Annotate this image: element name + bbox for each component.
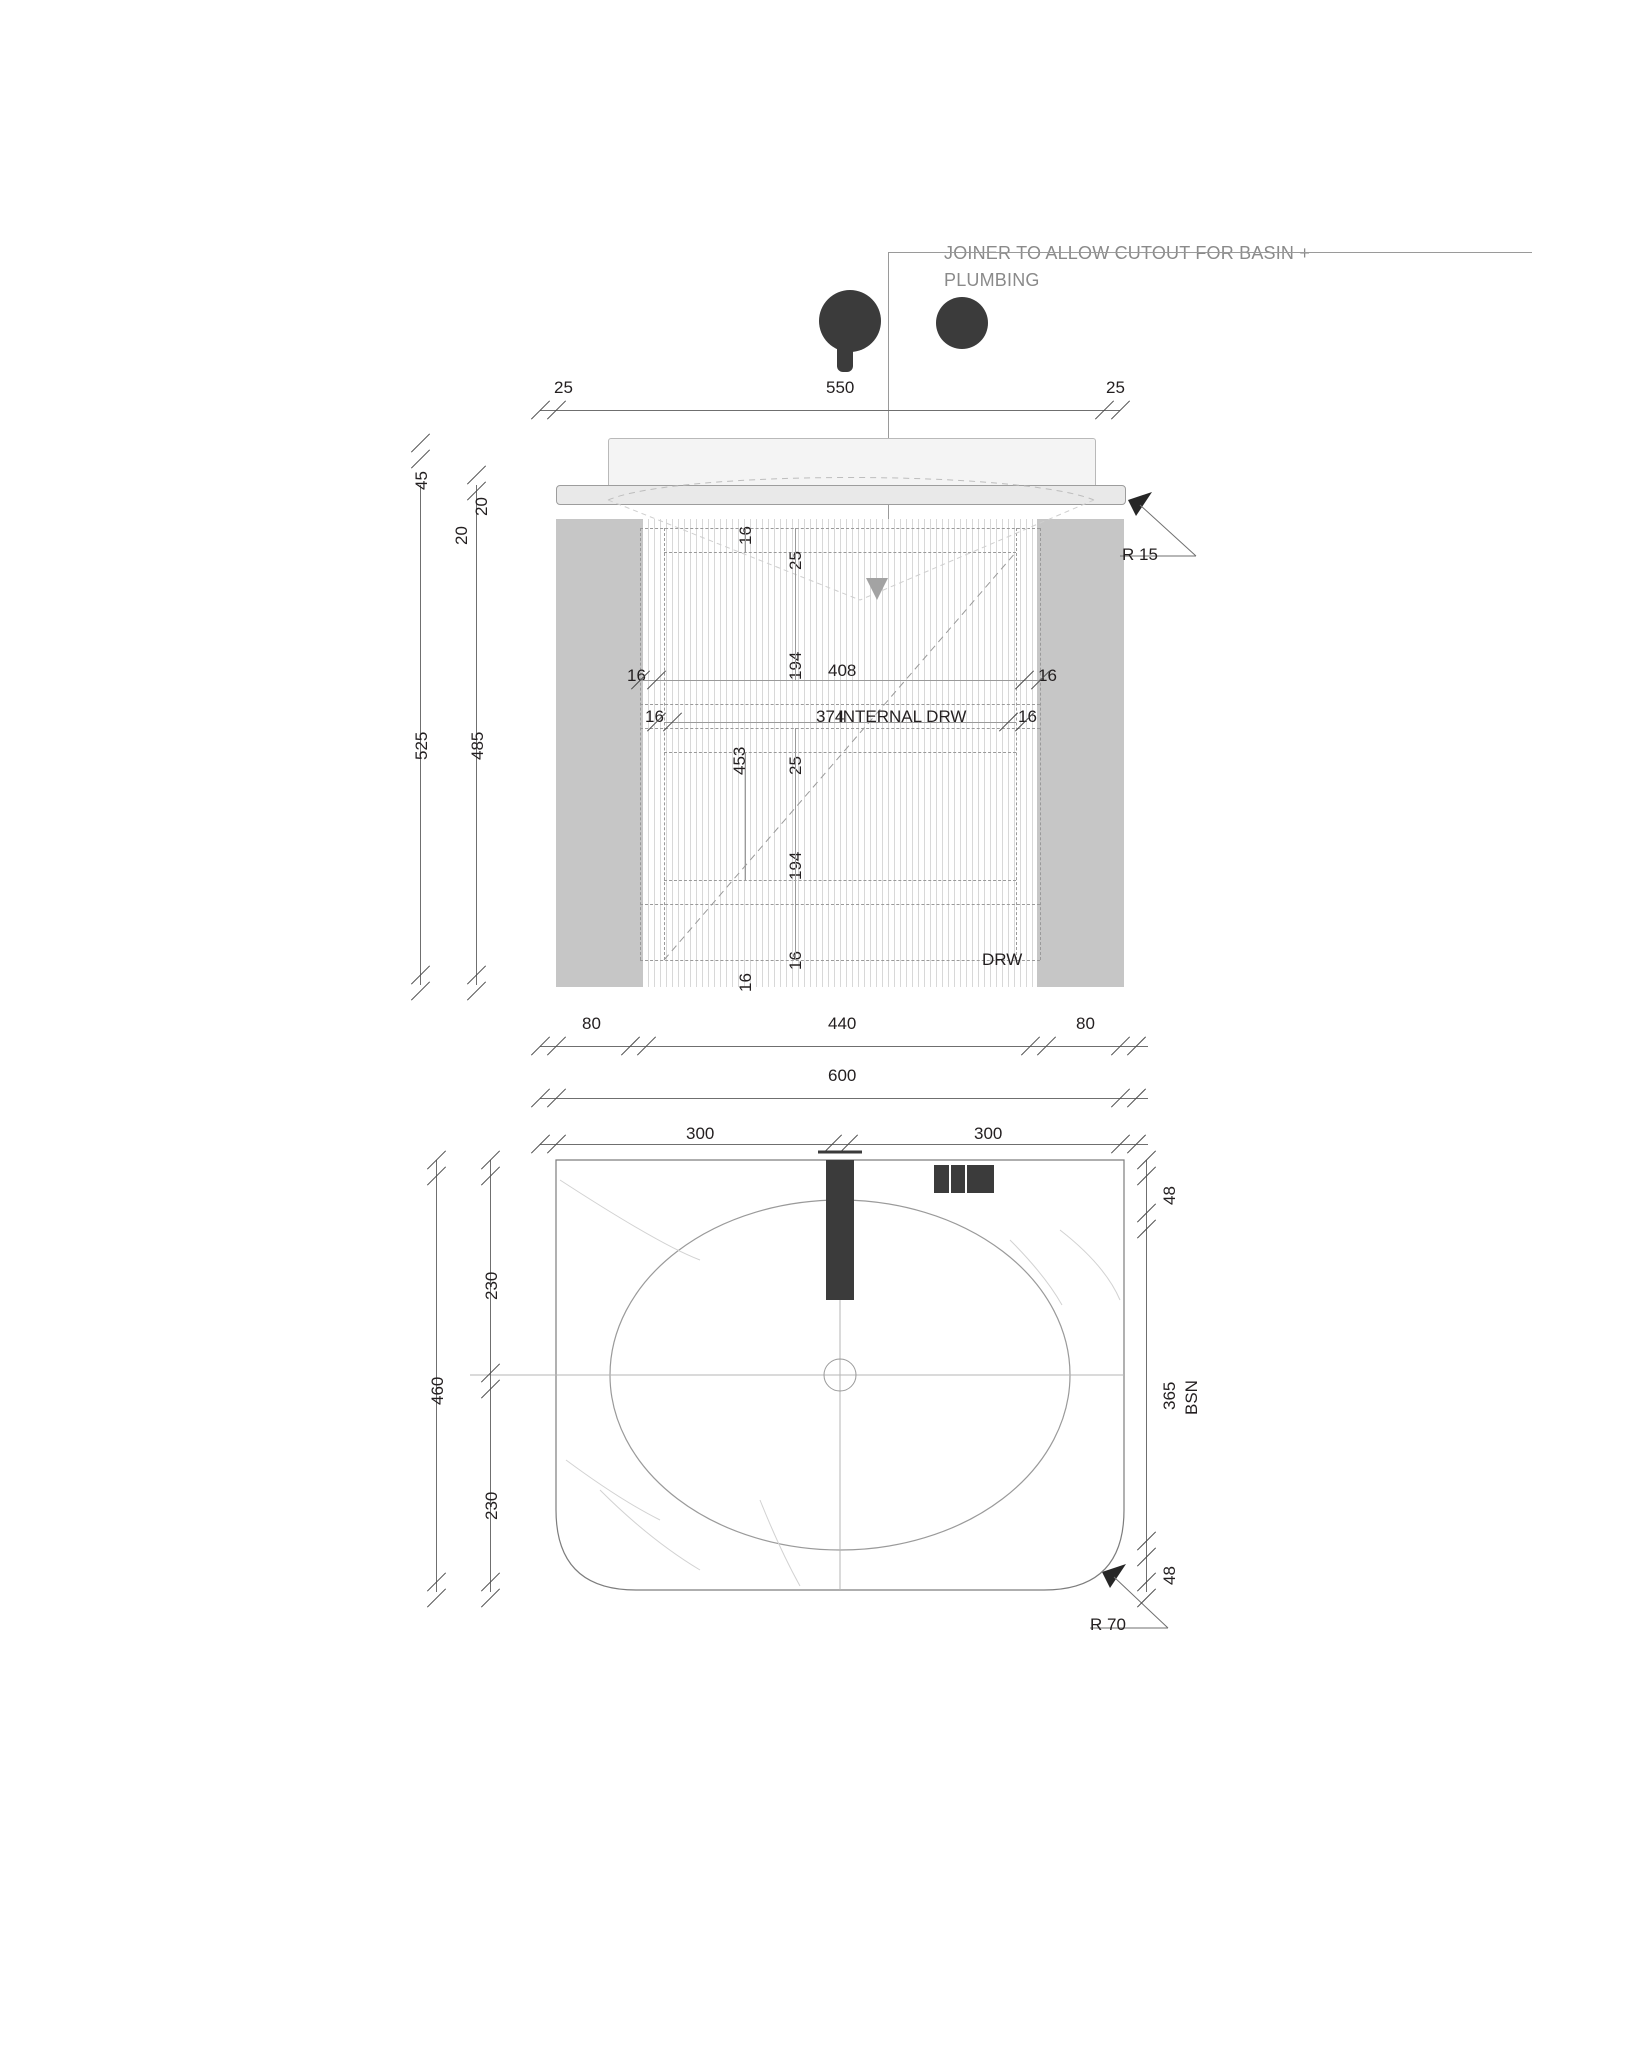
plan-dim-upper-230: 230 [482, 1271, 501, 1300]
elev-dim-overall-width: 600 [828, 1066, 857, 1085]
elev-dim-carcass-height: 485 [468, 731, 487, 760]
plan-radius-callout: R 70 [1090, 1615, 1126, 1634]
elev-dim-panel-thk-left-2: 16 [645, 707, 664, 726]
elev-dim-drawer-top-height: 194 [786, 651, 805, 680]
elev-label-internal-drawer: INTERNAL DRW [838, 707, 967, 726]
elev-dim-bottom-right: 80 [1076, 1014, 1095, 1033]
plan-dim-bottom-setback: 48 [1160, 1566, 1179, 1585]
elev-dim-internal-drawer-width: 374 [816, 707, 845, 726]
elev-dim-panel-thk-bottom-2: 16 [786, 951, 805, 970]
elev-dim-gap-a: 20 [452, 526, 471, 545]
elev-dim-panel-thk-bottom-1: 16 [736, 973, 755, 992]
elev-dim-panel-thk-right-1: 16 [1038, 666, 1057, 685]
plan-dim-right-300: 300 [974, 1124, 1003, 1143]
elev-dim-panel-thk-right-2: 16 [1018, 707, 1037, 726]
elev-dim-bottom-left: 80 [582, 1014, 601, 1033]
plan-vdim-half-line [490, 1160, 491, 1592]
elev-dim-drawer-top-width: 408 [828, 661, 857, 680]
elev-dim-reveal-mid: 25 [786, 756, 805, 775]
elev-dim-panel-thk-left-1: 16 [627, 666, 646, 685]
plan-right-dim-line [1146, 1160, 1147, 1592]
plan-dim-basin: 365 [1160, 1381, 1179, 1410]
elev-radius-callout: R 15 [1122, 545, 1158, 564]
elev-dim-top-centre: 550 [826, 378, 855, 397]
elev-dim-drawer-lower-width: 453 [730, 746, 749, 775]
elev-dim-bottom-centre: 440 [828, 1014, 857, 1033]
elev-dim-gap-b: 20 [472, 497, 491, 516]
plan-dim-top-setback: 48 [1160, 1186, 1179, 1205]
elev-dim-drawer-lower-height: 194 [786, 851, 805, 880]
elev-dim-overall-height: 525 [412, 731, 431, 760]
plan-dim-overall-depth: 460 [428, 1376, 447, 1405]
elev-dim-left-overhang: 25 [554, 378, 573, 397]
elev-dim-top-thickness: 45 [412, 471, 431, 490]
elev-dim-panel-thk-top: 16 [736, 526, 755, 545]
elev-dim-reveal-top: 25 [786, 551, 805, 570]
elev-label-drawer: DRW [982, 950, 1023, 969]
note-line-2: PLUMBING [944, 270, 1040, 290]
plan-dim-left-300: 300 [686, 1124, 715, 1143]
plan-label-basin: BSN [1182, 1380, 1201, 1415]
plan-dim-lower-230: 230 [482, 1491, 501, 1520]
note-line-1: JOINER TO ALLOW CUTOUT FOR BASIN + [944, 243, 1311, 263]
elev-dim-right-overhang: 25 [1106, 378, 1125, 397]
